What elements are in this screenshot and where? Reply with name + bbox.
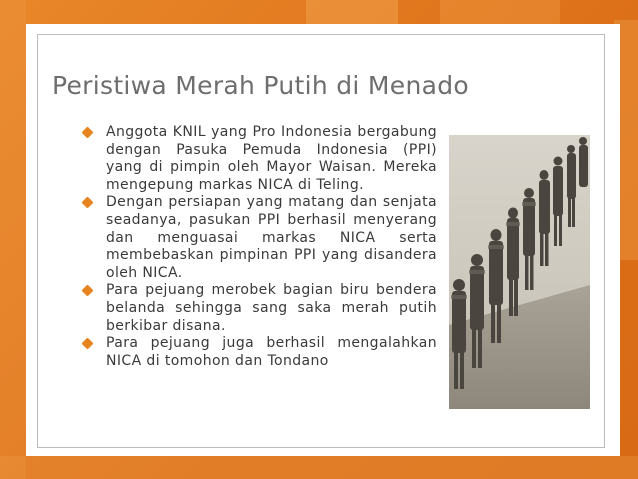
background-tile [306, 0, 398, 24]
bullet-text: Para pejuang juga berhasil mengalahkan NICA di tomohon dan Tondano [106, 335, 437, 369]
bullet-list [52, 124, 437, 370]
bullet-item [52, 124, 437, 194]
four-diamond-bullet-icon [82, 285, 93, 296]
background-tile [0, 0, 26, 479]
background-tile [440, 0, 560, 24]
bullet-item [52, 194, 437, 282]
bullet-text: Dengan persiapan yang matang dan senjata seadanya, pasukan PPI berhasil menyerang dan menguasai markas NICA serta membebaskan pimpinan PPI yang disandera oleh NICA. [106, 194, 437, 281]
background-tile [0, 456, 638, 479]
slide-title: Peristiwa Merah Putih di Menado [52, 71, 469, 100]
four-diamond-bullet-icon [82, 197, 93, 208]
bullet-item [52, 335, 437, 370]
four-diamond-bullet-icon [82, 127, 93, 138]
four-diamond-bullet-icon [82, 338, 93, 349]
historical-soldiers-photo [449, 135, 590, 409]
bullet-text: Anggota KNIL yang Pro Indonesia bergabung dengan Pasuka Pemuda Indonesia (PPI) yang di pimpin oleh Mayor Waisan. Mereka mengepung markas NICA di Teling. [106, 124, 437, 193]
bullet-text: Para pejuang merobek bagian biru bendera belanda sehingga sang saka merah putih berkibar disana. [106, 282, 437, 334]
bullet-item [52, 282, 437, 335]
